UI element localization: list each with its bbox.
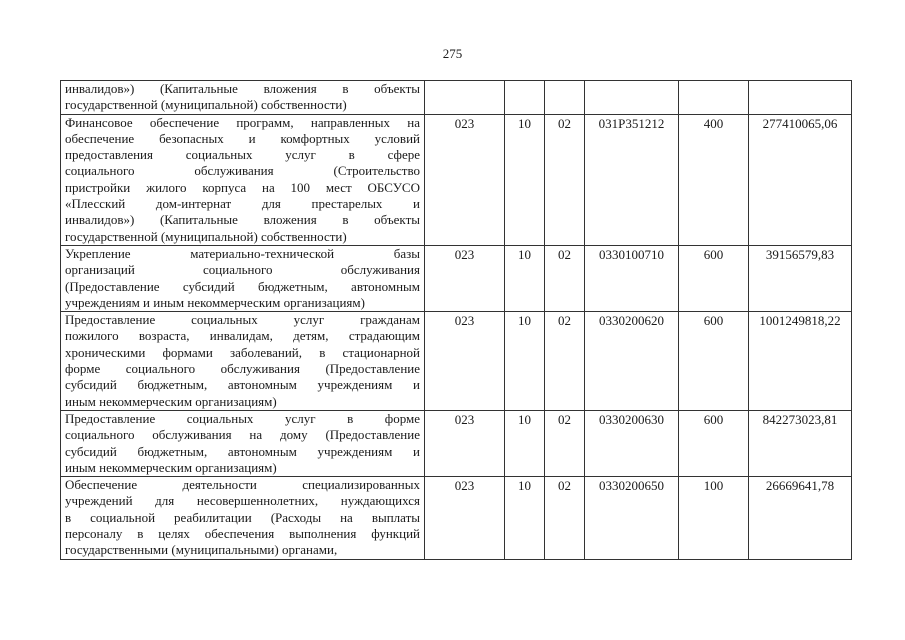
subsection-code-cell: 02: [545, 245, 585, 311]
target-item-code-cell: 0330200630: [585, 410, 679, 476]
description-line: организаций социального обслуживания: [65, 262, 420, 278]
description-line: иным некоммерческим организациям): [65, 459, 277, 475]
amount-cell: [749, 81, 852, 115]
table-row: [61, 114, 852, 245]
description-cell: [61, 245, 425, 311]
ministry-code-cell: 023: [425, 245, 505, 311]
description-line: субсидий бюджетным, автономным учреждениям и: [65, 443, 420, 459]
expense-type-code-cell: [679, 81, 749, 115]
expense-type-code-cell: 600: [679, 410, 749, 476]
description-line: предоставления социальных услуг в сфере: [65, 147, 420, 163]
description-line: Обеспечение деятельности специализированных: [65, 477, 420, 493]
amount-cell: 277410065,06: [749, 114, 852, 245]
description-line: государственной (муниципальной) собственности): [65, 228, 347, 244]
budget-table: [60, 80, 852, 560]
description-line: социального обслуживания на дому (Предоставление: [65, 427, 420, 443]
table-row: [61, 312, 852, 411]
description-line: государственными (муниципальными) органами,: [65, 542, 338, 558]
description-line: социального обслуживания (Строительство: [65, 163, 420, 179]
target-item-code-cell: 0330200620: [585, 312, 679, 411]
expense-type-code-cell: 100: [679, 477, 749, 559]
description-line: Укрепление материально-технической базы: [65, 245, 420, 261]
subsection-code-cell: [545, 81, 585, 115]
subsection-code-cell: 02: [545, 410, 585, 476]
description-line: обеспечение безопасных и комфортных условий: [65, 130, 420, 146]
table-row: [61, 410, 852, 476]
section-code-cell: 10: [505, 245, 545, 311]
table-row: [61, 81, 852, 115]
description-cell: [61, 410, 425, 476]
section-code-cell: 10: [505, 410, 545, 476]
description-line: пожилого возраста, инвалидам, детям, страдающим: [65, 328, 420, 344]
description-line: «Плесский дом-интернат для престарелых и: [65, 196, 420, 212]
description-cell: [61, 312, 425, 411]
ministry-code-cell: 023: [425, 312, 505, 411]
description-line: инвалидов») (Капитальные вложения в объекты: [65, 81, 420, 96]
table-row: [61, 477, 852, 559]
section-code-cell: 10: [505, 477, 545, 559]
description-line: субсидий бюджетным, автономным учреждениям и: [65, 377, 420, 393]
description-line: иным некоммерческим организациям): [65, 393, 277, 409]
description-line: Финансовое обеспечение программ, направленных на: [65, 114, 420, 130]
description-cell: [61, 114, 425, 245]
amount-cell: 39156579,83: [749, 245, 852, 311]
target-item-code-cell: 031P351212: [585, 114, 679, 245]
description-line: учреждений для несовершеннолетних, нуждающихся: [65, 493, 420, 509]
subsection-code-cell: 02: [545, 312, 585, 411]
description-cell: [61, 477, 425, 559]
description-cell: [61, 81, 425, 115]
amount-cell: 842273023,81: [749, 410, 852, 476]
description-line: Предоставление социальных услуг в форме: [65, 410, 420, 426]
target-item-code-cell: [585, 81, 679, 115]
target-item-code-cell: 0330200650: [585, 477, 679, 559]
description-line: инвалидов») (Капитальные вложения в объекты: [65, 212, 420, 228]
ministry-code-cell: 023: [425, 410, 505, 476]
description-line: (Предоставление субсидий бюджетным, автономным: [65, 278, 420, 294]
ministry-code-cell: [425, 81, 505, 115]
description-line: государственной (муниципальной) собственности): [65, 97, 347, 113]
expense-type-code-cell: 400: [679, 114, 749, 245]
ministry-code-cell: 023: [425, 477, 505, 559]
amount-cell: 26669641,78: [749, 477, 852, 559]
subsection-code-cell: 02: [545, 114, 585, 245]
ministry-code-cell: 023: [425, 114, 505, 245]
description-line: персоналу в целях обеспечения выполнения функций: [65, 526, 420, 542]
description-line: учреждениям и иным некоммерческим организациям): [65, 294, 365, 310]
expense-type-code-cell: 600: [679, 245, 749, 311]
subsection-code-cell: 02: [545, 477, 585, 559]
target-item-code-cell: 0330100710: [585, 245, 679, 311]
section-code-cell: [505, 81, 545, 115]
table-row: [61, 245, 852, 311]
section-code-cell: 10: [505, 312, 545, 411]
page-number: 275: [442, 46, 463, 61]
expense-type-code-cell: 600: [679, 312, 749, 411]
description-line: пристройки жилого корпуса на 100 мест ОБСУСО: [65, 179, 420, 195]
description-line: в социальной реабилитации (Расходы на выплаты: [65, 509, 420, 525]
description-line: хроническими формами заболеваний, в стационарной: [65, 344, 420, 360]
description-line: Предоставление социальных услуг гражданам: [65, 312, 420, 328]
description-line: форме социального обслуживания (Предоставление: [65, 361, 420, 377]
amount-cell: 1001249818,22: [749, 312, 852, 411]
section-code-cell: 10: [505, 114, 545, 245]
